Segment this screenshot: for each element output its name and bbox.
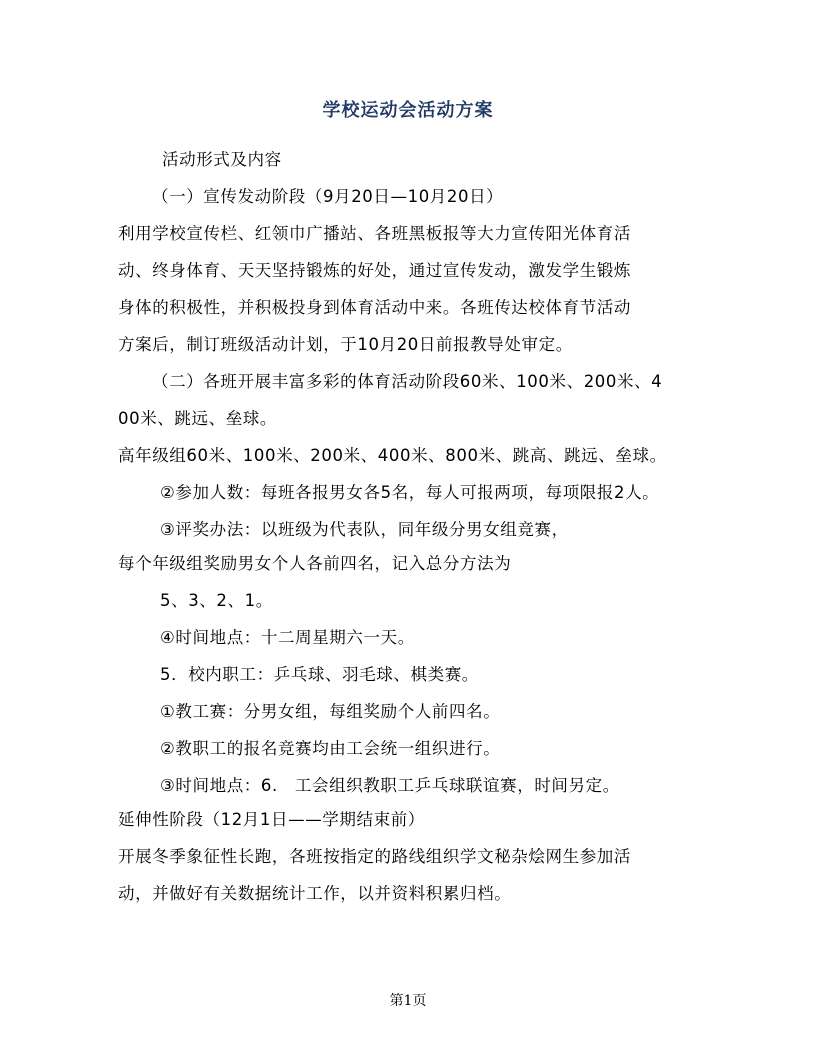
text-line-12: 每个年级组奖励男女个人各前四名，记入总分方法为 xyxy=(118,554,512,573)
text-line-1: 活动形式及内容 xyxy=(162,150,282,169)
text-line-19: 延伸性阶段（12月1日——学期结束前） xyxy=(118,810,425,829)
text-line-2: （一）宣传发动阶段（9月20日—10月20日） xyxy=(152,187,504,206)
text-line-17: ②教职工的报名竞赛均由工会统一组织进行。 xyxy=(160,739,501,758)
text-line-18: ③时间地点：6. 工会组织教职工乒乓球联谊赛，时间另定。 xyxy=(160,776,620,795)
text-line-3: 利用学校宣传栏、红领巾广播站、各班黑板报等大力宣传阳光体育活 xyxy=(118,224,631,243)
text-line-10: ②参加人数：每班各报男女各5名，每人可报两项，每项限报2人。 xyxy=(160,483,660,502)
text-line-7: （二）各班开展丰富多彩的体育活动阶段60米、100米、200米、4 xyxy=(152,372,663,391)
text-line-11: ③评奖办法：以班级为代表队，同年级分男女组竞赛， xyxy=(160,520,569,539)
text-line-16: ①教工赛：分男女组，每组奖励个人前四名。 xyxy=(160,702,501,721)
text-line-5: 身体的积极性，并积极投身到体育活动中来。各班传达校体育节活动 xyxy=(118,298,631,317)
text-line-9: 高年级组60米、100米、200米、400米、800米、跳高、跳远、垒球。 xyxy=(118,446,667,465)
text-line-21: 动，并做好有关数据统计工作，以并资料积累归档。 xyxy=(118,884,512,903)
text-line-8: 00米、跳远、垒球。 xyxy=(118,409,277,428)
page-number: 第1页 xyxy=(389,993,427,1009)
text-line-4: 动、终身体育、天天坚持锻炼的好处，通过宣传发动，激发学生锻炼 xyxy=(118,261,631,280)
text-line-20: 开展冬季象征性长跑，各班按指定的路线组织学文秘杂烩网生参加活 xyxy=(118,847,631,866)
text-line-14: ④时间地点：十二周星期六一天。 xyxy=(160,628,415,647)
text-line-6: 方案后，制订班级活动计划，于10月20日前报教导处审定。 xyxy=(118,335,573,354)
text-line-13: 5、3、2、1。 xyxy=(160,591,273,610)
document-title: 学校运动会活动方案 xyxy=(322,100,494,121)
text-line-15: 5．校内职工：乒乓球、羽毛球、棋类赛。 xyxy=(160,665,479,684)
